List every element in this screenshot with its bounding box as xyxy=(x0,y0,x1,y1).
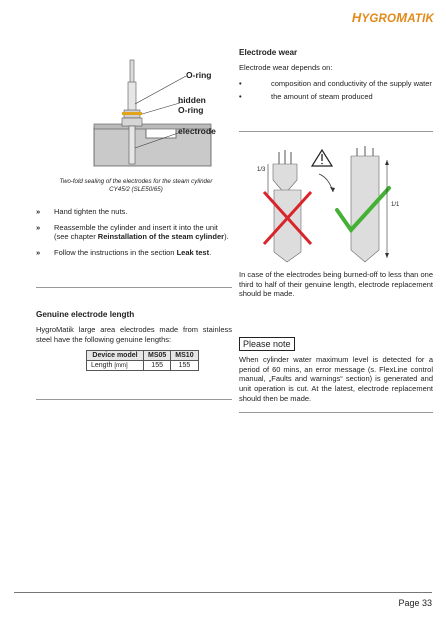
label-hidden-oring: hidden O-ring xyxy=(178,95,206,115)
table-row: Length [mm] 155 155 xyxy=(87,361,199,371)
note-title: Please note xyxy=(239,337,295,351)
list-item: • composition and conductivity of the supply water xyxy=(239,78,432,88)
label-electrode: electrode xyxy=(178,126,216,136)
list-item: • the amount of steam produced xyxy=(239,92,373,102)
divider xyxy=(36,287,232,288)
divider xyxy=(239,131,433,132)
figure-caption: Two-fold sealing of the electrodes for the steam cylinder CY45/2 (SLE50/65) xyxy=(59,178,213,193)
page-number: Page 33 xyxy=(398,598,432,608)
divider xyxy=(36,399,232,400)
section-title: Electrode wear xyxy=(239,48,298,57)
hygromatik-logo: HYGROMATIK xyxy=(351,10,434,25)
divider xyxy=(239,412,433,413)
electrode-sealing-figure xyxy=(36,48,236,178)
label-one-one: 1/1 xyxy=(391,202,400,208)
electrode-wear-figure xyxy=(239,140,433,266)
label-one-third: 1/3 xyxy=(257,167,266,173)
steps-list xyxy=(36,207,232,263)
wear-paragraph: In case of the electrodes being burned-off to less than one third to half of their genuine length, electrode replacement should be made. xyxy=(239,270,433,299)
note-section xyxy=(239,334,433,404)
genuine-paragraph: HygroMatik large area electrodes made from stainless steel have the following genuine lengths: xyxy=(36,325,232,344)
step-item: » Follow the instructions in the section Leak test. xyxy=(36,247,212,257)
step-item: » Hand tighten the nuts. xyxy=(36,207,128,216)
footer-rule xyxy=(14,592,432,593)
length-table: Device model MS05 MS10 Length [mm] 155 155 xyxy=(86,350,199,371)
electrode-wear-section: Electrode wear Electrode wear depends on: • composition and conductivity of the supply water • the amount of steam produced xyxy=(239,48,432,102)
genuine-length-section xyxy=(36,310,232,371)
label-oring: O-ring xyxy=(186,70,212,80)
note-paragraph: When cylinder water maximum level is detected for a period of 60 mins, an error message (s. FlexLine control manual, „Faults and warnings“ section) is generated and unit operation is cut. At the latest, electrode replacement should then be made. xyxy=(239,355,433,403)
section-title: Genuine electrode length xyxy=(36,310,135,319)
step-item: » Reassemble the cylinder and insert it into the unit (see chapter Reinstallation of the steam cylinder). xyxy=(36,222,229,242)
